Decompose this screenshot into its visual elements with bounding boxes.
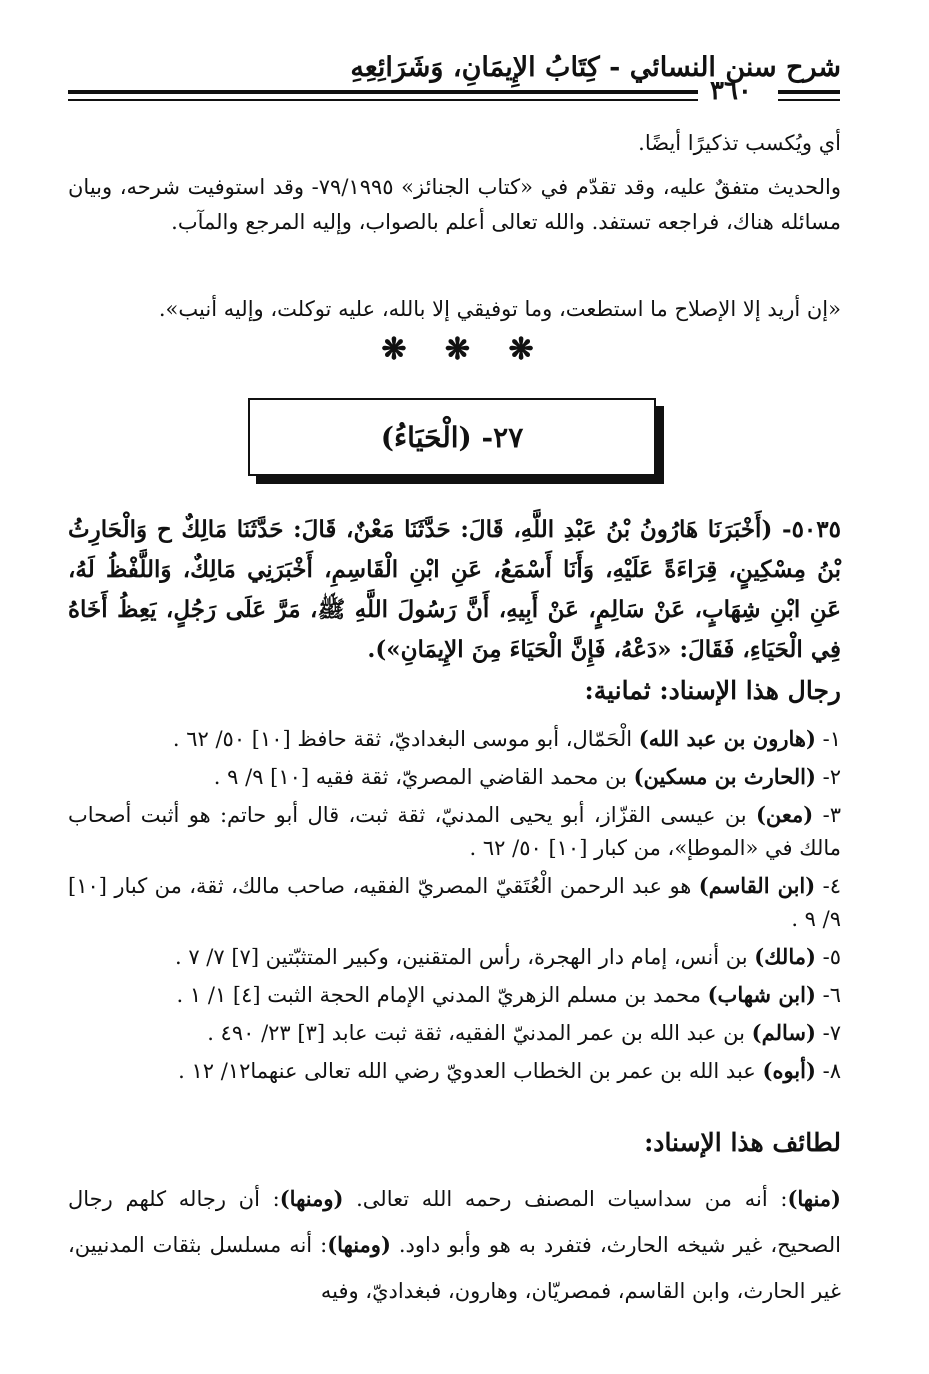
header-rule-left-thick [778,90,840,94]
latayif-text: : أن رجاله كلهم رجال الصحيح، غير شيخه الحارث، فتفرد به هو وأبو داود. [68,1187,841,1257]
header-rule-left-thin [778,99,840,101]
isnad-heading: رجال هذا الإسناد: ثمانية: [584,676,841,705]
narrator-item [68,722,841,756]
narrator-name: (ابن شهاب) [707,982,816,1007]
running-header-title: شرح سنن النسائي - كِتَابُ الإِيمَانِ، وَشَرَائِعِهِ [350,52,841,83]
section-separator-stars: ❋ ❋ ❋ [381,332,548,367]
latayif-label: (ومنها) [279,1186,344,1211]
narrator-name: (أبوه) [762,1058,816,1083]
narrator-name: (سالم) [751,1020,816,1045]
narrator-number: ٤- [822,874,841,898]
narrator-number: ٥- [822,945,841,969]
narrator-number: ٦- [822,983,841,1007]
intro-paragraph: والحديث متفقٌ عليه، وقد تقدّم في «كتاب الجنائز» ٧٩/١٩٩٥- وقد استوفيت شرحه، وبيان مسائله هناك، فراجعه تستفد. والله تعالى أعلم بالصواب، وإليه المرجع والمآب. [68,175,841,234]
narrator-item [68,940,841,974]
narrator-description: محمد بن مسلم الزهريّ المدني الإمام الحجة الثبت [٤] ١/ ١ . [176,983,708,1007]
narrator-name: (ابن القاسم) [698,873,816,898]
chapter-title-box [248,398,656,476]
narrator-item [68,1054,841,1088]
narrator-description: عبد الله بن عمر بن الخطاب العدويّ رضي الله تعالى عنهما١٢/ ١٢ . [178,1059,763,1083]
narrator-number: ١- [822,727,841,751]
narrator-name: (هارون بن عبد الله) [638,726,816,751]
narrator-name: (مالك) [754,944,816,969]
narrator-item [68,760,841,794]
narrator-item [68,869,841,936]
narrator-item [68,1016,841,1050]
narrator-list [68,722,841,1092]
narrator-item [68,978,841,1012]
narrator-name: (معن) [756,802,814,827]
narrator-description: بن عيسى القزّاز، أبو يحيى المدنيّ، ثقة ثبت، قال أبو حاتم: هو أثبت أصحاب مالك في «الموطإ»، من كبار [١٠] ٥٠/ ٦٢ . [68,803,841,860]
latayif-text: : أنه من سداسيات المصنف رحمه الله تعالى. [343,1187,788,1211]
header-rule-main-thin [68,99,698,101]
page-number: ٣٦٠ [710,76,752,106]
header-rule-main-thick [68,90,698,94]
chapter-title: ٢٧- (الْحَيَاءُ) [380,420,524,454]
latayif-text: : أنه مسلسل بثقات المدنيين، غير الحارث، وابن القاسم، فمصريّان، وهارون، فبغداديّ، وفيه [68,1233,841,1303]
narrator-number: ٨- [822,1059,841,1083]
hadith-text: ٥٠٣٥- (أَخْبَرَنَا هَارُونُ بْنُ عَبْدِ اللَّهِ، قَالَ: حَدَّثَنَا مَعْنٌ، قَالَ: حَدَّثَنَا مَالِكٌ ح وَالْحَارِثُ بْنُ مِسْكِينٍ، قِرَاءَةً عَلَيْهِ، وَأَنَا أَسْمَعُ، عَنِ ابْنِ الْقَاسِمِ، أَخْبَرَنِي مَالِكٌ، وَاللَّفْظُ لَهُ، عَنِ ابْنِ شِهَابٍ، عَنْ سَالِمٍ، عَنْ أَبِيهِ، أَنَّ رَسُولَ اللَّهِ ﷺ، مَرَّ عَلَى رَجُلٍ، يَعِظُ أَخَاهُ فِي الْحَيَاءِ، فَقَالَ: «دَعْهُ، فَإِنَّ الْحَيَاءَ مِنَ الإِيمَانِ»). [68,516,841,663]
narrator-number: ٧- [822,1021,841,1045]
narrator-item [68,798,841,865]
narrator-description: الْحَمّال، أبو موسى البغداديّ، ثقة حافظ [١٠] ٥٠/ ٦٢ . [172,727,639,751]
narrator-number: ٣- [822,803,841,827]
narrator-description: بن عبد الله بن عمر المدنيّ الفقيه، ثقة ثبت عابد [٣] ٢٣/ ٤٩٠ . [207,1021,752,1045]
latayif-label: (منها) [787,1186,841,1211]
latayif-heading: لطائف هذا الإسناد: [644,1128,841,1157]
narrator-number: ٢- [822,765,841,789]
closing-quote: «إن أريد إلا الإصلاح ما استطعت، وما توفيقي إلا بالله، عليه توكلت، وإليه أنيب». [158,297,841,321]
latayif-paragraph [68,1176,841,1314]
narrator-description: بن أنس، إمام دار الهجرة، رأس المتقنين، وكبير المتثبّتين [٧] ٧/ ٧ . [174,945,755,969]
narrator-description: بن محمد القاضي المصريّ، ثقة فقيه [١٠] ٩/ ٩ . [213,765,634,789]
intro-line: أي ويُكسب تذكيرًا أيضًا. [638,131,841,155]
narrator-description: هو عبد الرحمن الْعُتَقيّ المصريّ الفقيه، صاحب مالك، ثقة، من كبار [١٠] ٩/ ٩ . [68,874,841,931]
latayif-label: (ومنها) [327,1232,391,1257]
narrator-name: (الحارث بن مسكين) [633,764,816,789]
